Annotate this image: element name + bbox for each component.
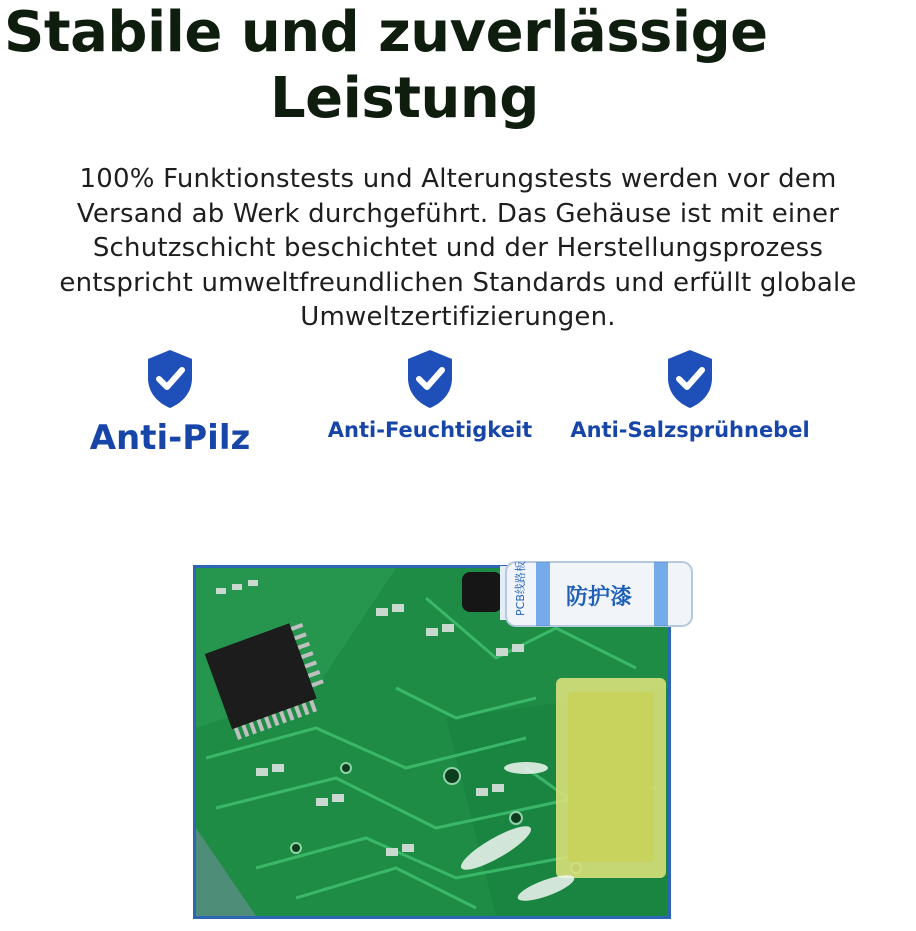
badge-anti-salt-spray — [555, 348, 825, 442]
description-line-4: entspricht umweltfreundlichen Standards und erfüllt globale — [59, 267, 857, 298]
headline-line-2: Leistung — [270, 66, 539, 131]
shield-check-icon — [405, 348, 455, 410]
description-paragraph — [0, 162, 916, 335]
description-line-1: 100% Funktionstests und Alterungstests werden vor dem — [79, 164, 837, 194]
bottle-main-label: 防护漆 — [566, 585, 633, 610]
description-line-5: Umweltzertifizierungen. — [300, 302, 616, 332]
coating-bottle — [462, 556, 697, 632]
shield-check-icon — [665, 348, 715, 410]
headline — [0, 0, 916, 132]
headline-line-1: Stabile und zuverlässige — [4, 0, 768, 65]
badge-anti-fungus — [60, 348, 280, 458]
shield-check-icon — [145, 348, 195, 410]
badge-label: Anti-Salzsprühnebel — [570, 418, 810, 442]
description-line-2: Versand ab Werk durchgeführt. Das Gehäuse ist mit einer — [76, 198, 840, 229]
bottle-side-label: PCB线路板 — [514, 561, 527, 616]
description-line-3: Schutzschicht beschichtet und der Herstellungsprozess — [92, 233, 824, 263]
badge-label: Anti-Pilz — [89, 418, 251, 458]
badge-label: Anti-Feuchtigkeit — [327, 418, 533, 442]
badge-anti-moisture — [310, 348, 550, 442]
